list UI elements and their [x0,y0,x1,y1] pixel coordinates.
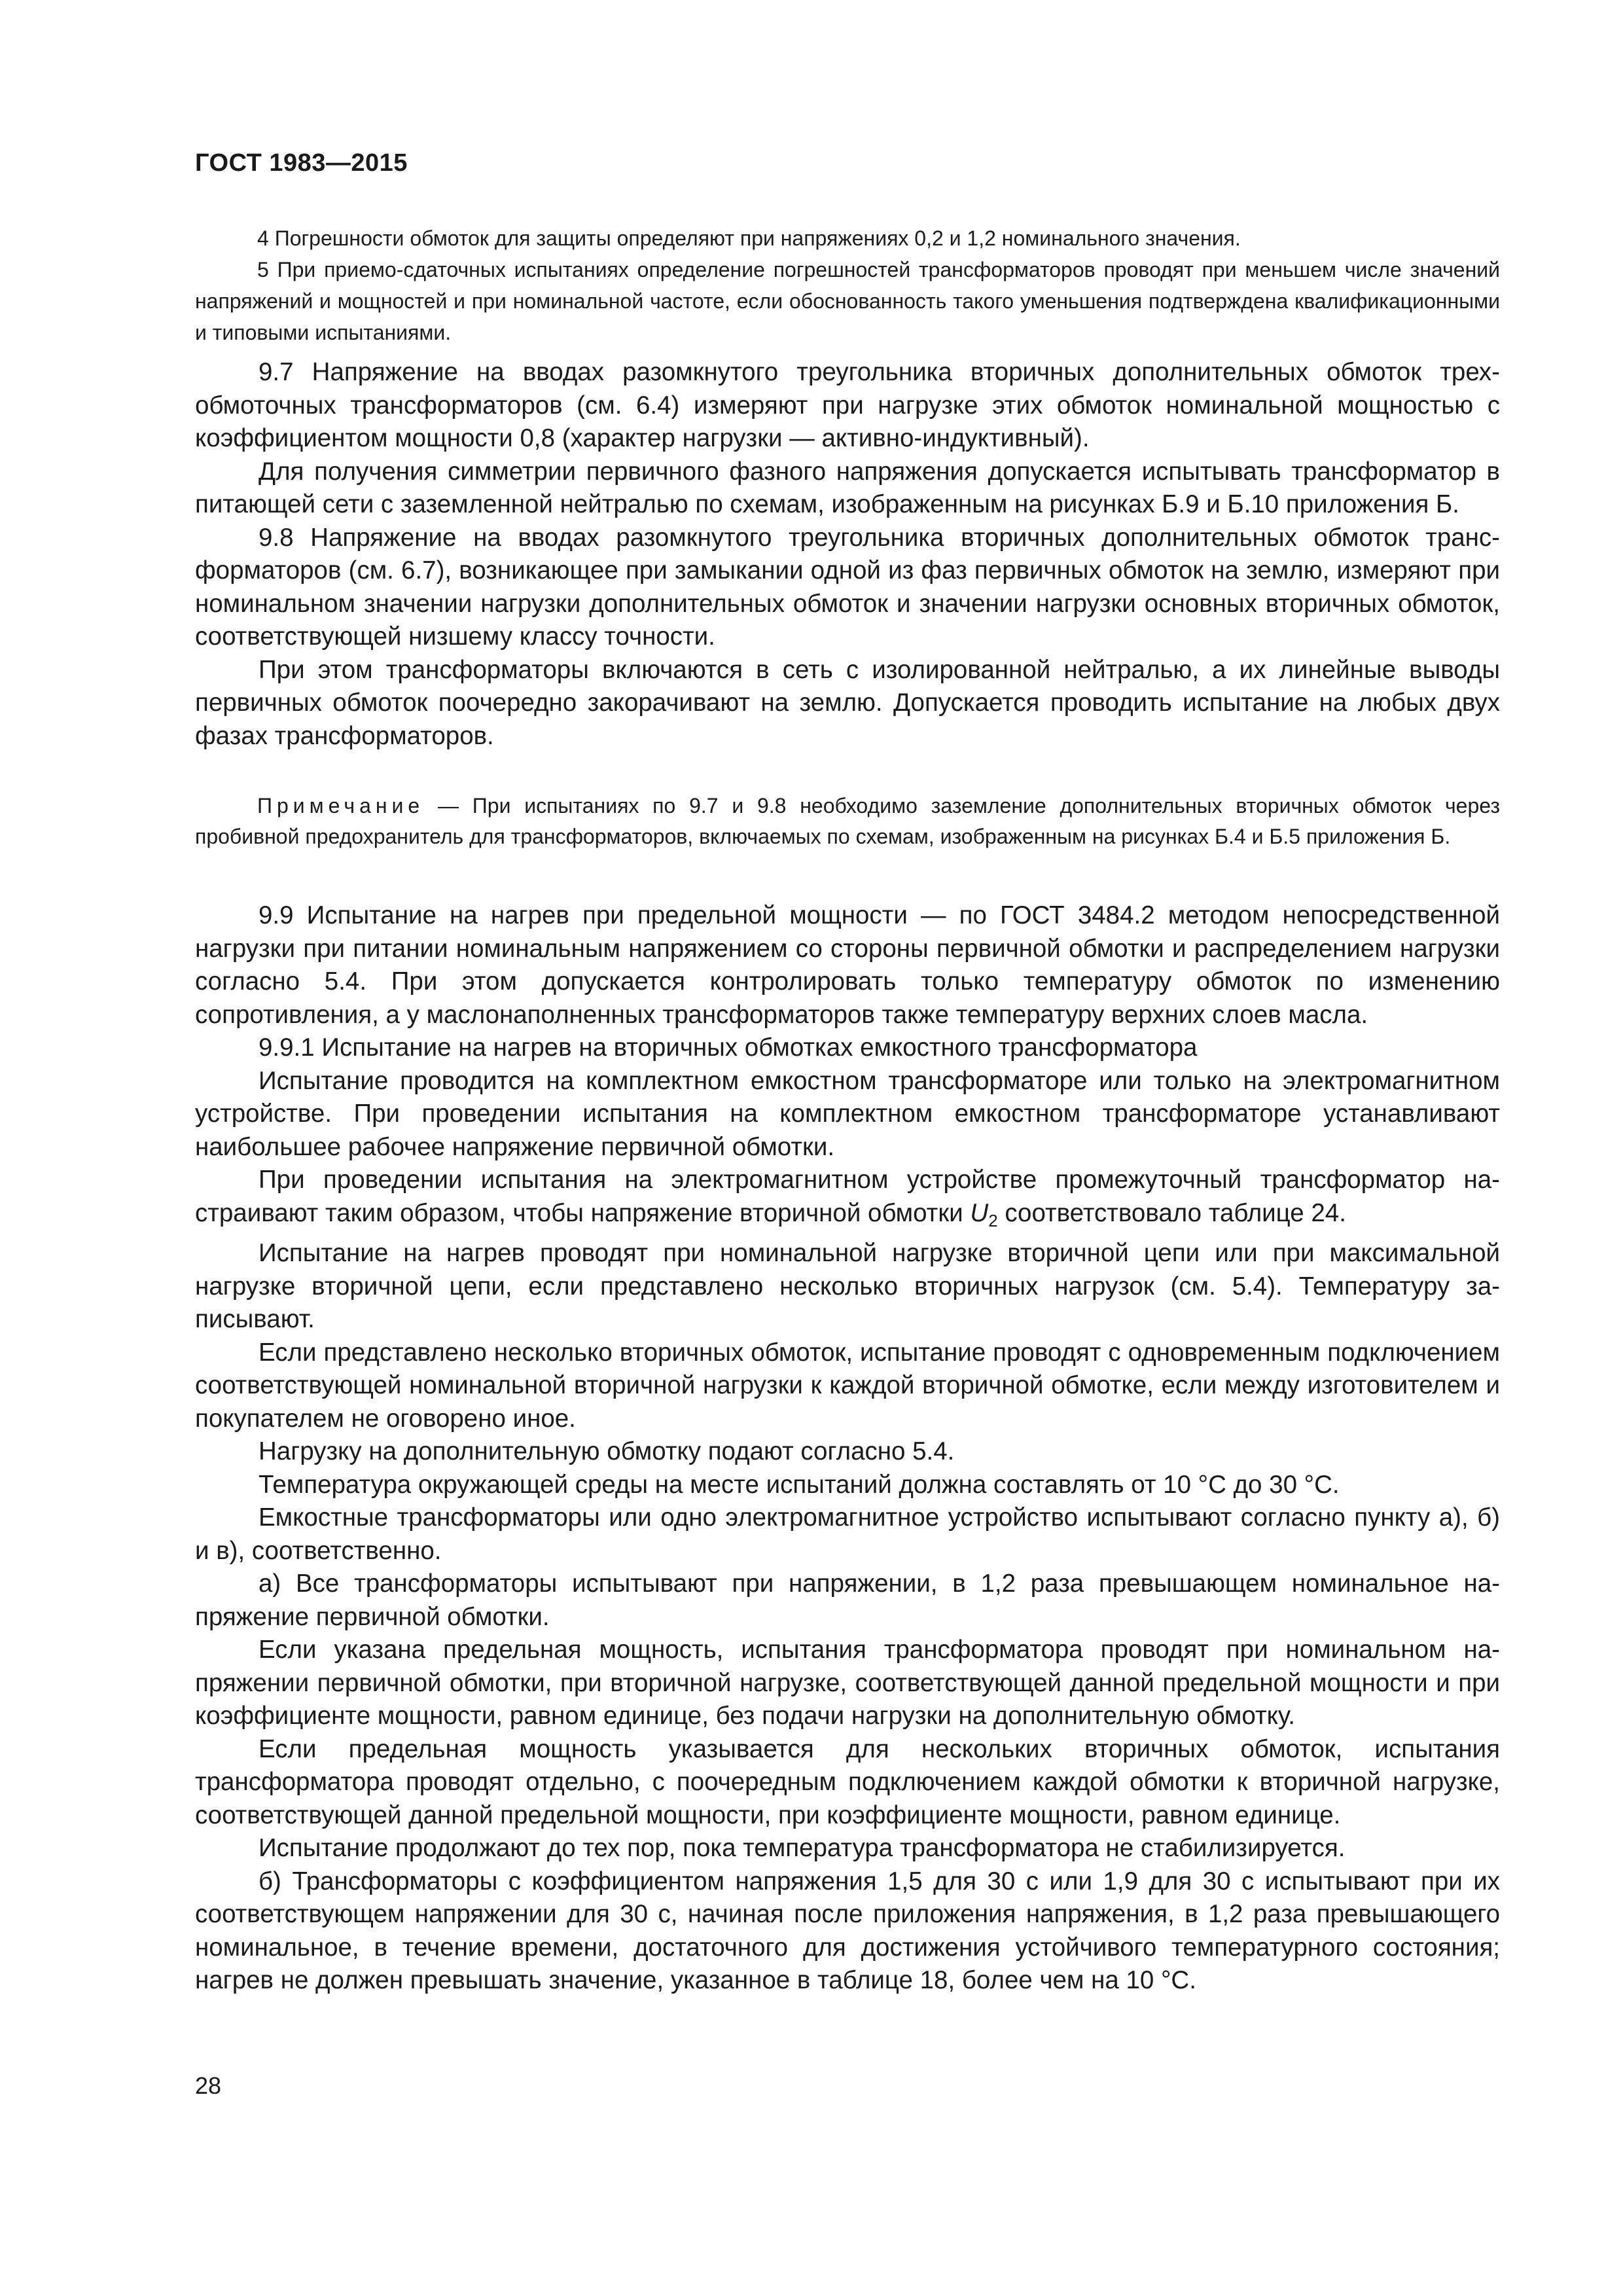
note-4: 4 Погрешности обмоток для защиты определяют при напряжениях 0,2 и 1,2 номинального значения. [257,226,1241,250]
section-9-9 [195,899,1500,1998]
u2-subscript: 2 [988,1210,998,1230]
remark-block [195,791,1500,852]
paragraph-item-b: б) Трансформаторы с коэффициентом напряжения 1,5 для 30 с или 1,9 для 30 с испытывают при их соответствующем напряжении для 30 с, начиная после приложения напряжения, в 1,2 раза превышающего номинальное, в течение времени, достаточного для достижения устойчивого температурного состояния; нагрев не должен превышать значение, указанное в таблице 18, более чем на 10 °С. [195,1867,1500,1994]
remark-text: — При испытаниях по 9.7 и 9.8 необходимо заземление дополнительных вторичных обмоток через пробивной предохранитель для трансформаторов, включаемых по схемам, изображенным на рисунках Б.4 и Б.5 приложения Б. [195,794,1500,848]
paragraph-u2 [195,1164,1500,1237]
section-9-7-9-8 [195,356,1500,753]
paragraph-symmetry: Для получения симметрии первичного фазного напряжения допускается испытывать трансформатор в питающей сети с заземленной нейтралью по схемам, изображенным на рисунках Б.9 и Б.10 приложения Б. [195,457,1500,518]
paragraph-9-7: 9.7 Напряжение на вводах разомкнутого треугольника вторичных дополнительных обмоток трехобмоточных трансформаторов (см. 6.4) измеряют при нагрузке этих обмоток номинальной мощностью с коэффициентом мощности 0,8 (характер нагрузки — активно-индуктивный). [195,358,1500,452]
document-header: ГОСТ 1983—2015 [195,149,408,177]
remark [195,791,1500,852]
page-number: 28 [195,2072,222,2099]
u2-text-before: При проведении испытания на электромагнитном устройстве промежуточный трансформатор настраивают таким образом, чтобы напряжение вторичной обмотки [195,1166,1500,1227]
paragraph-ambient-temperature: Температура окружающей среды на месте испытаний должна составлять от 10 °С до 30 °С. [259,1470,1340,1499]
note-5: 5 При приемо-сдаточных испытаниях определение погрешностей трансформаторов проводят при меньшем числе значений напряжений и мощностей и при номинальной частоте, если обоснованность такого уменьшения подтверждена квалификационными и типовыми испытаниями. [195,258,1500,344]
paragraph-capacitive-test: Емкостные трансформаторы или одно электромагнитное устройство испытывают согласно пункту а), б) и в), соответственно. [195,1503,1500,1565]
paragraph-multiple-windings: Если представлено несколько вторичных обмоток, испытание проводят с одновременным подключением соответствующей номинальной вторичной нагрузки к каждой вторичной обмотке, если между изготовителем и покупателем не оговорено иное. [195,1338,1500,1433]
paragraph-complete-transformer: Испытание проводится на комплектном емкостном трансформаторе или только на электромагнитном устройстве. При проведении испытания на комплектном емкостном трансформаторе устанавливают наибольшее рабочее напряжение первичной обмотки. [195,1066,1500,1161]
notes-block [195,223,1500,348]
paragraph-limit-power-multiple: Если предельная мощность указывается для нескольких вторичных обмоток, испытания трансформатора проводят отдельно, с поочередным подключением каждой обмотки к вторичной нагрузке, соответствующей данной предельной мощности, при коэффициенте мощности, равном единице. [195,1734,1500,1829]
u2-text-after: соответствовало таблице 24. [997,1198,1346,1227]
paragraph-9-9-1: 9.9.1 Испытание на нагрев на вторичных обмотках емкостного трансформатора [259,1033,1198,1062]
paragraph-item-a: а) Все трансформаторы испытывают при напряжении, в 1,2 раза превышающем номинальное напряжение первичной обмотки. [195,1570,1500,1631]
paragraph-9-8: 9.8 Напряжение на вводах разомкнутого треугольника вторичных дополнительных обмоток трансформаторов (см. 6.7), возникающее при замыкании одной из фаз первичных обмоток на землю, измеряют при номинальном значении нагрузки дополнительных обмоток и значении нагрузки основных вторичных обмоток, соответствующей низшему классу точности. [195,523,1500,651]
paragraph-heating-load: Испытание на нагрев проводят при номинальной нагрузке вторичной цепи или при максимальной нагрузке вторичной цепи, если представлено несколько вторичных нагрузок (см. 5.4). Температуру записывают. [195,1239,1500,1333]
remark-label: Примечание [257,794,425,817]
paragraph-additional-winding: Нагрузку на дополнительную обмотку подают согласно 5.4. [259,1437,955,1465]
u2-variable: U [970,1198,989,1227]
paragraph-stabilization: Испытание продолжают до тех пор, пока температура трансформатора не стабилизируется. [259,1834,1346,1862]
paragraph-isolated-neutral: При этом трансформаторы включаются в сеть с изолированной нейтралью, а их линейные выводы первичных обмоток поочередно закорачивают на землю. Допускается проводить испытание на любых двух фазах трансформаторов. [195,655,1500,750]
paragraph-9-9: 9.9 Испытание на нагрев при предельной мощности — по ГОСТ 3484.2 методом непосредственной нагрузки при питании номинальным напряжением со стороны первичной обмотки и распределением нагрузки согласно 5.4. При этом допускается контролировать только температуру обмоток по изменению сопротивления, а у маслонаполненных трансформаторов также температуру верхних слоев масла. [195,901,1500,1029]
paragraph-limit-power: Если указана предельная мощность, испытания трансформатора проводят при номинальном напряжении первичной обмотки, при вторичной нагрузке, соответствующей данной предельной мощности и при коэффициенте мощности, равном единице, без подачи нагрузки на дополнительную обмотку. [195,1636,1500,1730]
